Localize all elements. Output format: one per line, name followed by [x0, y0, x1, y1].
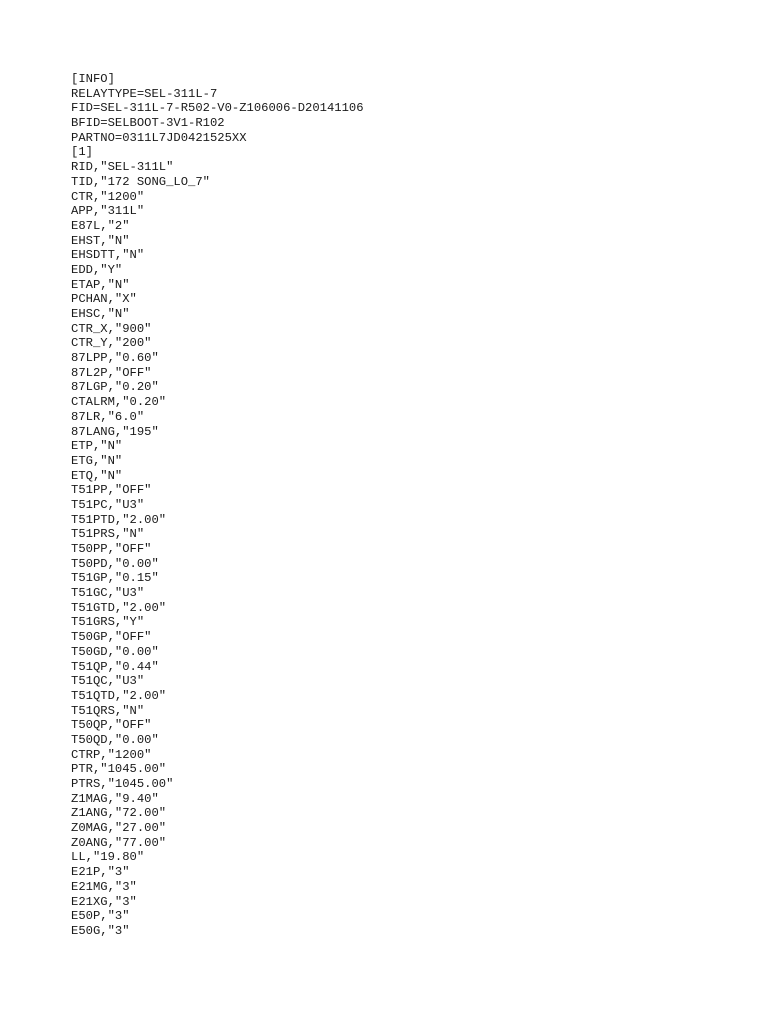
- setting-line: 87L2P,"OFF": [71, 365, 152, 380]
- setting-line: EHSDTT,"N": [71, 248, 145, 263]
- section-header-line: [1]: [71, 145, 93, 160]
- setting-line: EDD,"Y": [71, 262, 123, 277]
- setting-line: E21MG,"3": [71, 879, 137, 894]
- setting-line: EHST,"N": [71, 233, 130, 248]
- setting-line: E21P,"3": [71, 865, 130, 880]
- setting-line: CTR_X,"900": [71, 321, 152, 336]
- setting-line: T50PD,"0.00": [71, 556, 159, 571]
- setting-line: 87LANG,"195": [71, 424, 159, 439]
- setting-line: 87LGP,"0.20": [71, 380, 159, 395]
- setting-line: T51QTD,"2.00": [71, 688, 167, 703]
- setting-line: PTRS,"1045.00": [71, 777, 174, 791]
- setting-line: T51GP,"0.15": [71, 571, 159, 586]
- setting-line: RELAYTYPE=SEL-311L-7: [71, 86, 218, 101]
- setting-line: Z0MAG,"27.00": [71, 821, 167, 836]
- setting-line: T51PP,"OFF": [71, 483, 152, 498]
- setting-line: Z0ANG,"77.00": [71, 835, 167, 850]
- setting-line: CTR_Y,"200": [71, 336, 152, 351]
- settings-text-document: [71, 72, 364, 939]
- setting-line: E50G,"3": [71, 923, 130, 938]
- setting-line: PARTNO=0311L7JD0421525XX: [71, 130, 247, 145]
- setting-line: T51GC,"U3": [71, 586, 145, 601]
- setting-line: ETG,"N": [71, 453, 123, 468]
- setting-line: 87LR,"6.0": [71, 409, 145, 424]
- setting-line: T50GP,"OFF": [71, 630, 152, 645]
- setting-line: EHSC,"N": [71, 307, 130, 321]
- setting-line: T51PRS,"N": [71, 527, 145, 542]
- setting-line: PTR,"1045.00": [71, 762, 167, 777]
- setting-line: ETAP,"N": [71, 277, 130, 292]
- setting-line: 87LPP,"0.60": [71, 351, 159, 366]
- setting-line: PCHAN,"X": [71, 292, 137, 307]
- section-header-line: [INFO]: [71, 72, 115, 86]
- setting-line: CTALRM,"0.20": [71, 395, 167, 410]
- setting-line: Z1ANG,"72.00": [71, 806, 167, 821]
- setting-line: RID,"SEL-311L": [71, 160, 174, 175]
- setting-line: ETQ,"N": [71, 468, 123, 483]
- setting-line: CTRP,"1200": [71, 747, 152, 762]
- setting-line: CTR,"1200": [71, 189, 145, 204]
- setting-line: T51QP,"0.44": [71, 659, 159, 674]
- setting-line: E21XG,"3": [71, 894, 137, 909]
- setting-line: T51GTD,"2.00": [71, 600, 167, 615]
- setting-line: T50QP,"OFF": [71, 718, 152, 733]
- setting-line: APP,"311L": [71, 204, 145, 219]
- setting-line: T50GD,"0.00": [71, 644, 159, 659]
- setting-line: T51QC,"U3": [71, 674, 145, 689]
- setting-line: E87L,"2": [71, 218, 130, 233]
- setting-line: FID=SEL-311L-7-R502-V0-Z106006-D20141106: [71, 101, 364, 116]
- setting-line: T51PC,"U3": [71, 497, 145, 512]
- setting-line: TID,"172 SONG_LO_7": [71, 174, 210, 189]
- setting-line: Z1MAG,"9.40": [71, 791, 159, 806]
- setting-line: E50P,"3": [71, 909, 130, 924]
- setting-line: T50QD,"0.00": [71, 732, 159, 747]
- setting-line: ETP,"N": [71, 439, 123, 454]
- setting-line: T51PTD,"2.00": [71, 512, 167, 527]
- setting-line: T51GRS,"Y": [71, 615, 145, 630]
- setting-line: BFID=SELBOOT-3V1-R102: [71, 116, 225, 131]
- setting-line: T51QRS,"N": [71, 703, 145, 718]
- setting-line: T50PP,"OFF": [71, 542, 152, 556]
- setting-line: LL,"19.80": [71, 850, 145, 865]
